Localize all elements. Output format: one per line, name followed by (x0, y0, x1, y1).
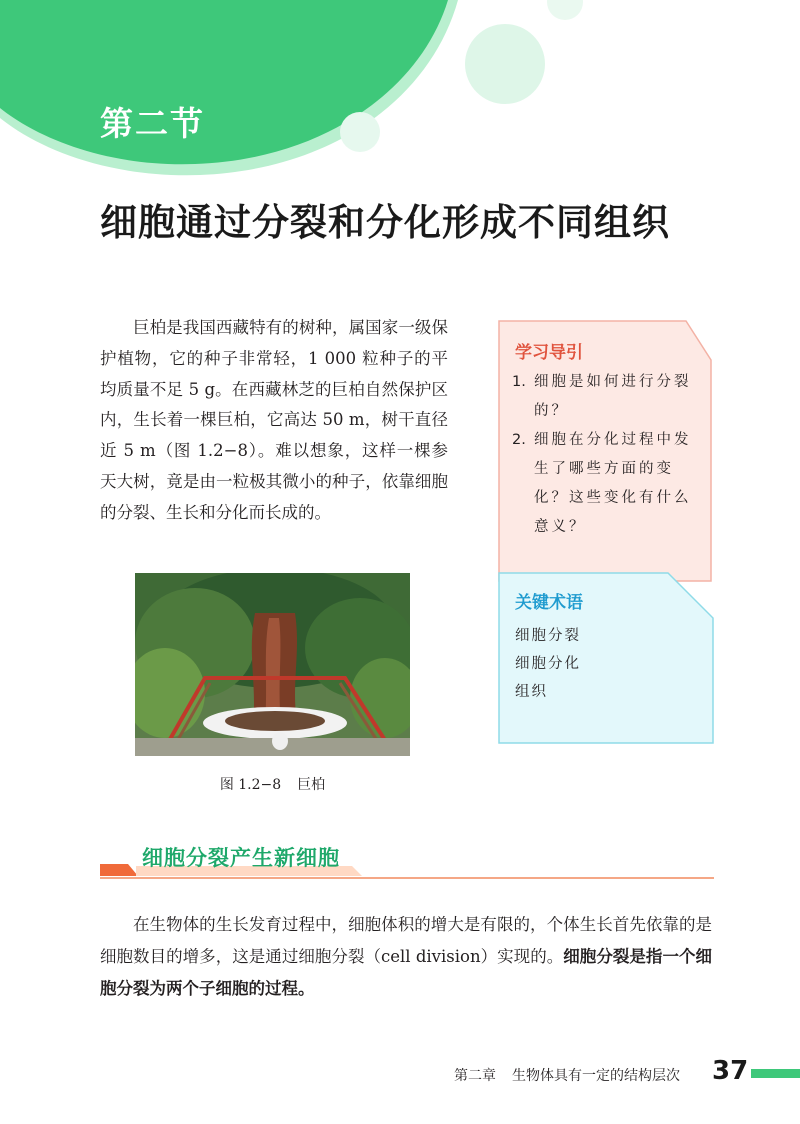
body-paragraph: 在生物体的生长发育过程中，细胞体积的增大是有限的，个体生长首先依靠的是细胞数目的增多，这是通过细胞分裂（cell division）实现的。细胞分裂是指一个细胞分裂为两个子细胞的过程。 (100, 915, 712, 998)
footer-accent-bar (751, 1069, 800, 1078)
section-label: 第二节 (100, 104, 205, 143)
key-term-item: 细胞分裂 (515, 628, 581, 644)
study-guide-title: 学习导引 (515, 343, 583, 363)
figure-caption (135, 774, 410, 794)
page-number: 37 (712, 1056, 749, 1086)
intro-paragraph: 巨柏是我国西藏特有的树种，属国家一级保护植物，它的种子非常轻，1 000 粒种子的平均质量不足 5 g。在西藏林芝的巨柏自然保护区内，生长着一棵巨柏，它高达 50 m，树干直径近 5 m（图 1.2−8）。难以想象，这样一棵参天大树，竟是由一粒极其微小的种子，依靠细胞的分裂、生长和分化而长成的。 (100, 318, 448, 522)
giant-cypress-photo (135, 573, 410, 756)
footer-chapter-number: 第二章 (454, 1068, 496, 1084)
key-term-item: 细胞分化 (515, 656, 581, 672)
figure-caption-text: 巨柏 (297, 777, 326, 793)
definition-bold: 细胞分裂是指一个细胞分裂为两个子细胞的过程。 (100, 947, 712, 998)
study-guide-list (512, 368, 704, 542)
footer-chapter (454, 1065, 680, 1085)
page-title: 细胞通过分裂和分化形成不同组织 (100, 201, 670, 244)
subsection-heading: 细胞分裂产生新细胞 (142, 846, 340, 870)
figure-number: 图 1.2−8 (219, 777, 282, 793)
study-guide-item: 1. 细胞是如何进行分裂的？ (512, 374, 692, 419)
study-guide-item: 2. 细胞在分化过程中发生了哪些方面的变化？这些变化有什么意义？ (512, 432, 692, 535)
key-terms-title: 关键术语 (515, 593, 583, 613)
key-terms-list (515, 622, 581, 706)
key-term-item: 组织 (515, 684, 548, 700)
footer-chapter-title: 生物体具有一定的结构层次 (512, 1068, 680, 1084)
